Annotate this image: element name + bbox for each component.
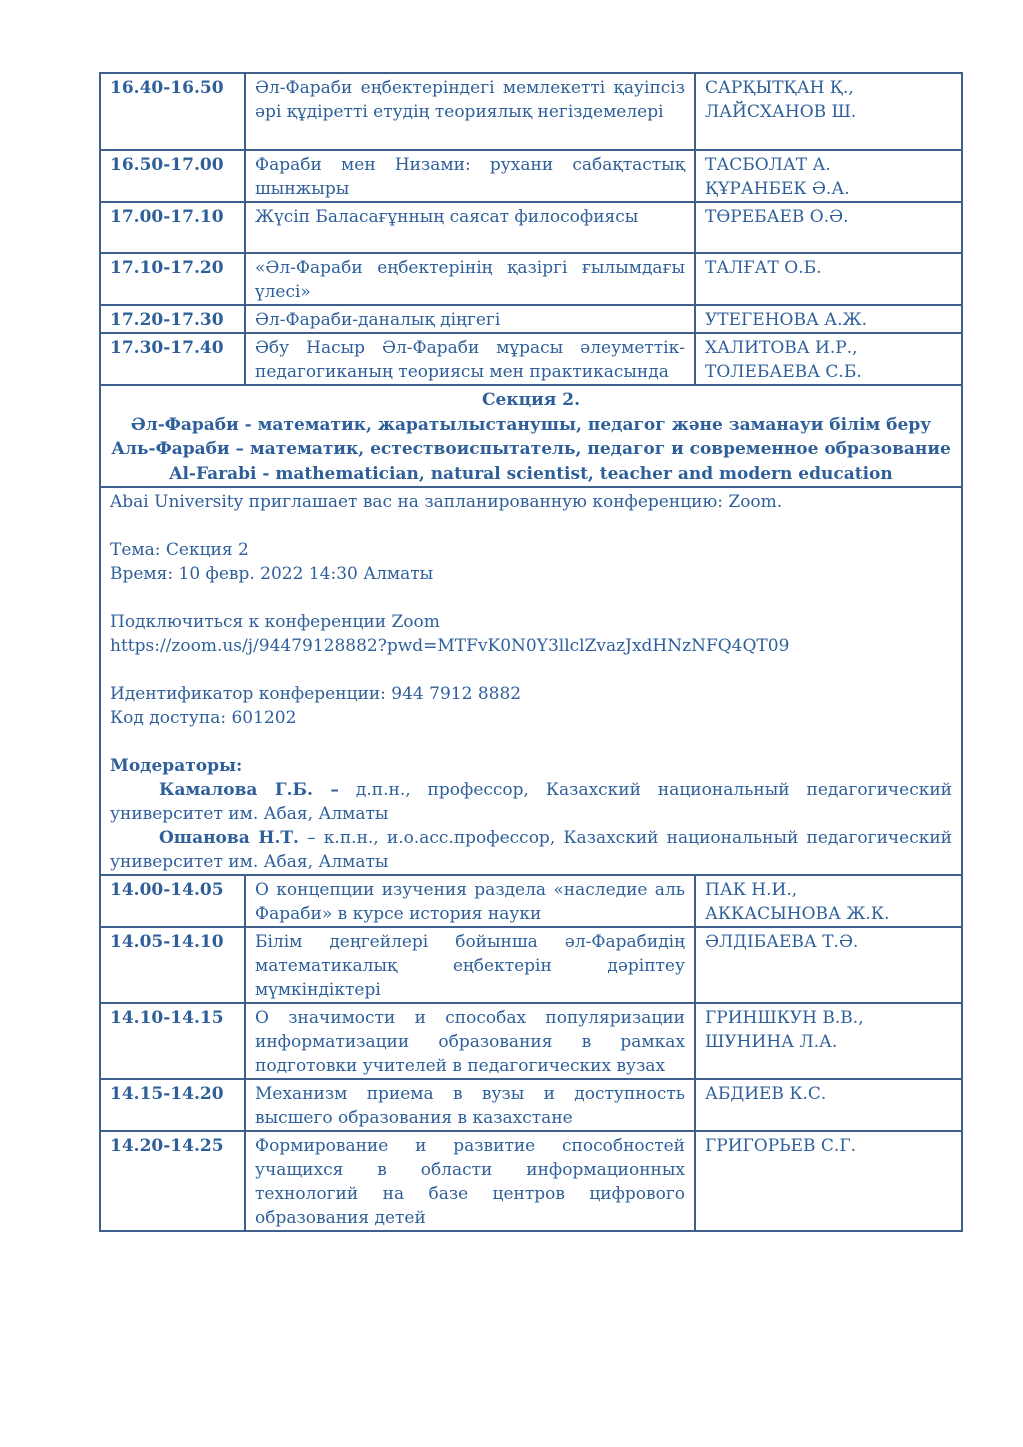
authors: [695, 305, 962, 333]
schedule-table: [99, 72, 963, 1232]
time-slot: 16.50-17.00: [100, 150, 245, 202]
authors: [695, 202, 962, 253]
authors: [695, 150, 962, 202]
zoom-link[interactable]: https://zoom.us/j/94479128882?pwd=MTFvK0N0Y3llclZvazJxdHNzNFQ4QT09: [110, 636, 790, 656]
table-row: [100, 150, 962, 202]
authors: [695, 333, 962, 385]
authors: [695, 73, 962, 150]
section-title-ru: Аль-Фараби – математик, естествоиспытатель, педагог и современное образование: [111, 439, 951, 459]
zoom-connect-label: Подключиться к конференции Zoom: [110, 612, 440, 632]
table-row: [100, 73, 962, 150]
moderator: [110, 826, 952, 874]
table-row: [100, 305, 962, 333]
talk-title: «Әл-Фараби еңбектерінің қазіргі ғылымдағы үлесі»: [245, 253, 695, 305]
time-slot: 14.20-14.25: [100, 1131, 245, 1231]
zoom-meeting-id: Идентификатор конференции: 944 7912 8882: [110, 684, 522, 704]
talk-title: О концепции изучения раздела «наследие аль Фараби» в курсе история науки: [245, 875, 695, 927]
table-row: [100, 1079, 962, 1131]
section-header-row: [100, 385, 962, 487]
moderator-name: Камалова Г.Б. –: [159, 780, 339, 800]
time-slot: 14.15-14.20: [100, 1079, 245, 1131]
author: ЛАЙСХАНОВ Ш.: [705, 102, 857, 122]
time-slot: 16.40-16.50: [100, 73, 245, 150]
table-row: [100, 927, 962, 1003]
table-row: [100, 875, 962, 927]
table-row: [100, 253, 962, 305]
author: ТАСБОЛАТ А.: [705, 155, 831, 175]
time-slot: 14.10-14.15: [100, 1003, 245, 1079]
section-title-en: Al-Farabi - mathematician, natural scientist, teacher and modern education: [169, 463, 893, 484]
time-slot: 14.00-14.05: [100, 875, 245, 927]
author: ПАК Н.И.,: [705, 880, 798, 900]
program-page: [99, 72, 961, 1232]
table-row: [100, 1131, 962, 1231]
zoom-topic: Тема: Секция 2: [110, 540, 249, 560]
time-slot: 17.30-17.40: [100, 333, 245, 385]
author: ҚҰРАНБЕК Ә.А.: [705, 179, 850, 199]
talk-title: Жүсіп Баласағұнның саясат философиясы: [245, 202, 695, 253]
section-heading: Секция 2.: [481, 390, 580, 410]
time-slot: 17.00-17.10: [100, 202, 245, 253]
talk-title: Формирование и развитие способностей учащихся в области информационных технологий на базе центров цифрового образования детей: [245, 1131, 695, 1231]
moderators-heading: Модераторы:: [110, 756, 243, 776]
moderator: [110, 778, 952, 826]
author: ГРИНШКУН В.В.,: [705, 1008, 864, 1028]
table-row: [100, 1003, 962, 1079]
zoom-time: Время: 10 февр. 2022 14:30 Алматы: [110, 564, 434, 584]
talk-title: Білім деңгейлері бойынша әл-Фарабидің математикалық еңбектерін дәріптеу мүмкіндіктері: [245, 927, 695, 1003]
author: УТЕГЕНОВА А.Ж.: [705, 310, 868, 330]
authors: [695, 1131, 962, 1231]
authors: [695, 253, 962, 305]
table-row: [100, 333, 962, 385]
author: ШУНИНА Л.А.: [705, 1032, 838, 1052]
talk-title: О значимости и способах популяризации информатизации образования в рамках подготовки учителей в педагогических вузах: [245, 1003, 695, 1079]
author: САРҚЫТҚАН Қ.,: [705, 78, 854, 98]
authors: [695, 1079, 962, 1131]
author: ТАЛҒАТ О.Б.: [705, 258, 822, 278]
moderator-details: – к.п.н., и.о.асс.профессор, Казахский национальный педагогический университет им. Абая, Алматы: [110, 828, 953, 872]
moderator-name: Ошанова Н.Т.: [159, 828, 299, 848]
authors: [695, 1003, 962, 1079]
section-title-kz: Әл-Фараби - математик, жаратылыстанушы, педагог және заманауи білім беру: [130, 414, 932, 435]
talk-title: Фараби мен Низами: рухани сабақтастық шынжыры: [245, 150, 695, 202]
authors: [695, 927, 962, 1003]
author: ТӨРЕБАЕВ О.Ә.: [705, 207, 849, 227]
authors: [695, 875, 962, 927]
section-header: [100, 385, 962, 487]
author: АККАСЫНОВА Ж.К.: [705, 904, 890, 924]
zoom-passcode: Код доступа: 601202: [110, 708, 297, 728]
table-row: [100, 202, 962, 253]
author: ТОЛЕБАЕВА С.Б.: [705, 362, 862, 382]
moderator-details: д.п.н., профессор, Казахский национальный педагогический университет им. Абая, Алматы: [110, 780, 953, 824]
author: АБДИЕВ К.С.: [705, 1084, 827, 1104]
zoom-info-row: [100, 487, 962, 875]
time-slot: 17.10-17.20: [100, 253, 245, 305]
talk-title: Әл-Фараби-даналық діңгегі: [245, 305, 695, 333]
talk-title: Әл-Фараби еңбектеріндегі мемлекетті қауіпсіз әрі құдіретті етудің теориялық негіздемелері: [245, 73, 695, 150]
talk-title: Механизм приема в вузы и доступность высшего образования в казахстане: [245, 1079, 695, 1131]
time-slot: 17.20-17.30: [100, 305, 245, 333]
time-slot: 14.05-14.10: [100, 927, 245, 1003]
author: ГРИГОРЬЕВ С.Г.: [705, 1136, 856, 1156]
author: ӘЛДІБАЕВА Т.Ә.: [705, 932, 859, 952]
talk-title: Әбу Насыр Әл-Фараби мұрасы әлеуметтік-педагогиканың теориясы мен практикасында: [245, 333, 695, 385]
author: ХАЛИТОВА И.Р.,: [705, 338, 858, 358]
zoom-invite: Abai University приглашает вас на запланированную конференцию: Zoom.: [110, 492, 783, 512]
zoom-info: [100, 487, 962, 875]
